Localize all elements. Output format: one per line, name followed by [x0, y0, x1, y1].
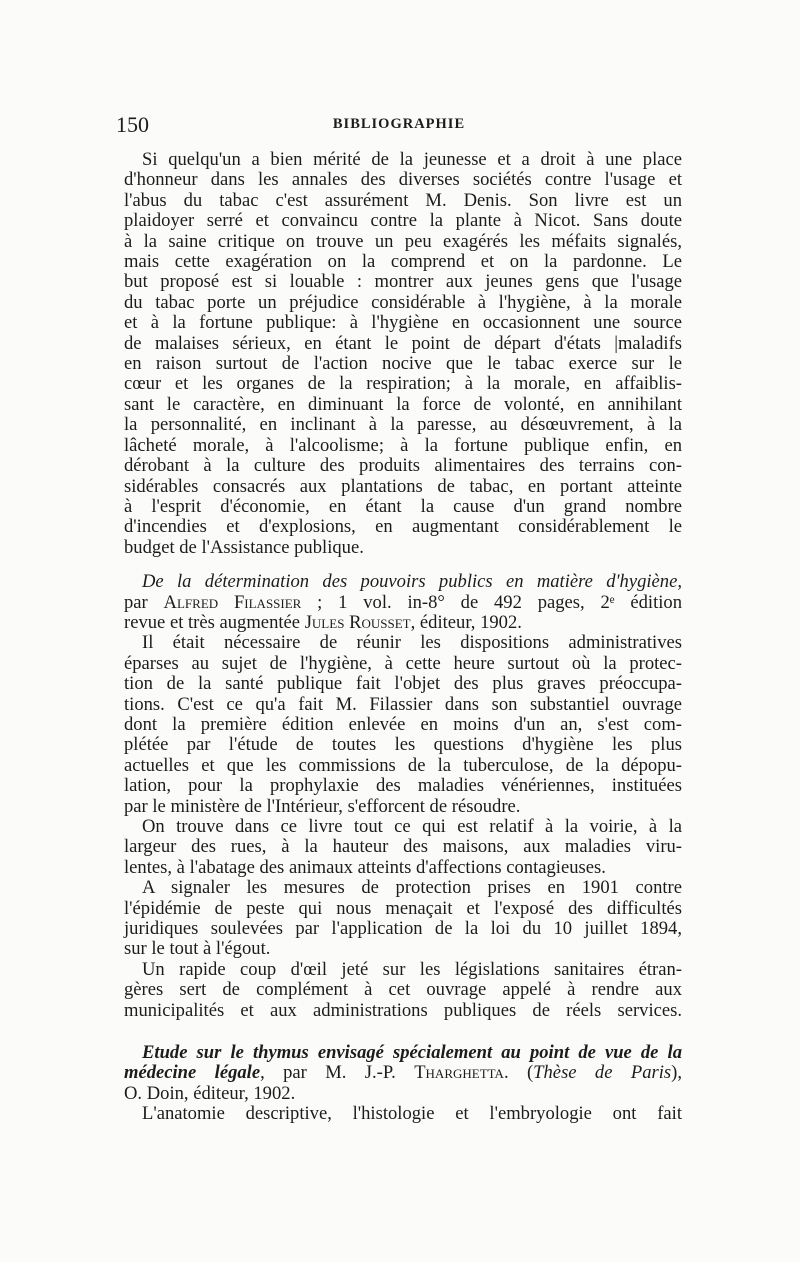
paragraph-review [124, 633, 682, 817]
text-line: Un rapide coup d'œil jeté sur les législations sanitaires étran- [142, 958, 682, 980]
text-line: plaidoyer serré et convaincu contre la plante à Nicot. Sans doute [124, 210, 682, 232]
text-line: en raison surtout de l'action nocive que le tabac exerce sur le [124, 353, 682, 375]
entry-title: Etude sur le thymus envisagé spécialement au point de vue de la [142, 1042, 682, 1064]
text-line: mais cette exagération on la comprend et on la pardonne. Le [124, 251, 682, 273]
text-line: sant le caractère, en diminuant la force de volonté, en annihilant [124, 393, 682, 415]
text-line: lentes, à l'abatage des animaux atteints d'affections contagieuses. [124, 856, 606, 878]
text-line: la personnalité, en inclinant à la paresse, au désœuvrement, à la [124, 414, 682, 436]
page-number: 150 [116, 112, 149, 137]
text-line: Il était nécessaire de réunir les dispositions administratives [142, 632, 682, 654]
text-line: On trouve dans ce livre tout ce qui est relatif à la voirie, à la [142, 816, 682, 837]
text-line: de malaises sérieux, en étant le point de départ d'états |maladifs [124, 332, 682, 354]
entry-line: O. Doin, éditeur, 1902. [124, 1082, 296, 1104]
text-line: à l'esprit d'économie, en étant la cause d'un grand nombre [124, 495, 682, 517]
paragraph-review [124, 960, 682, 1021]
text-line: d'incendies et d'explosions, en augmentant considérablement le [124, 516, 682, 538]
text-line: l'abus du tabac c'est assurément M. Denis. Son livre est un [124, 189, 682, 211]
text-line: lation, pour la prophylaxie des maladies vénériennes, instituées [124, 775, 682, 797]
text-line: éparses au sujet de l'hygiène, à cette heure surtout où la protec- [124, 652, 682, 674]
paragraph-review [124, 878, 682, 960]
text-line: dont la première édition enlevée en moins d'un an, s'est com- [124, 713, 682, 735]
text-line: du tabac porte un préjudice considérable à l'hygiène, à la morale [124, 291, 682, 313]
text-line: sidérables consacrés aux plantations de tabac, en portant atteinte [124, 475, 682, 497]
text-line: gères sert de complément à cet ouvrage appelé à rendre aux [124, 979, 682, 1001]
bibliographic-entry-tharghetta [124, 1043, 682, 1104]
entry-line: revue et très augmentée Jules Rousset, éditeur, 1902. [124, 611, 522, 633]
entry-line: médecine légale, par M. J.-P. Tharghetta. (Thèse de Paris), [124, 1062, 682, 1084]
entry-line: par Alfred Filassier ; 1 vol. in-8° de 492 pages, 2ᵉ édition [124, 591, 682, 613]
page-body [124, 150, 682, 1125]
text-line: L'anatomie descriptive, l'histologie et l'embryologie ont fait [142, 1103, 682, 1125]
text-line: lâcheté morale, à l'alcoolisme; à la fortune publique enfin, en [124, 434, 682, 456]
text-line: d'honneur dans les annales des diverses sociétés contre l'usage et [124, 169, 682, 191]
text-line: l'épidémie de peste qui nous menaçait et l'exposé des difficultés [124, 897, 682, 919]
bibliographic-entry-filassier [124, 572, 682, 633]
paragraph-review [124, 817, 682, 878]
text-line: à la saine critique on trouve un peu exagérés les méfaits signalés, [124, 230, 682, 252]
text-line: tions. C'est ce qu'a fait M. Filassier dans son substantiel ouvrage [124, 693, 682, 715]
text-line: cœur et les organes de la respiration; à la morale, en affaiblis- [124, 373, 682, 395]
paragraph-review [124, 1104, 682, 1124]
text-line: Si quelqu'un a bien mérité de la jeunesse et a droit à une place [142, 149, 682, 170]
spacer [124, 1021, 682, 1043]
text-line: budget de l'Assistance publique. [124, 536, 364, 558]
running-title: BIBLIOGRAPHIE [332, 116, 466, 132]
entry-publisher: Jules Rousset [304, 611, 411, 633]
text-line: juridiques soulevées par l'application de la loi du 10 juillet 1894, [124, 918, 682, 940]
page-header [116, 112, 682, 136]
entry-title: De la détermination des pouvoirs publics en matière d'hygiène, [142, 571, 682, 593]
text-line: sur le tout à l'égout. [124, 938, 271, 960]
text-line: tion de la santé publique fait l'objet des plus graves préoccupa- [124, 673, 682, 695]
text-line: par le ministère de l'Intérieur, s'efforcent de résoudre. [124, 795, 521, 817]
text-line: but proposé est si louable : montrer aux jeunes gens que l'usage [124, 271, 682, 293]
paragraph-tabac-review [124, 150, 682, 558]
entry-author: Alfred Filassier [163, 591, 302, 613]
text-line: actuelles et que les commissions de la tuberculose, de la dépopu- [124, 754, 682, 776]
text-line: A signaler les mesures de protection prises en 1901 contre [142, 877, 682, 899]
text-line: municipalités et aux administrations publiques de réels services. [124, 999, 682, 1021]
entry-author: Tharghetta [414, 1062, 504, 1084]
spacer [124, 558, 682, 572]
text-line: et à la fortune publique: à l'hygiène en occasionnent une source [124, 312, 682, 334]
text-line: largeur des rues, à la hauteur des maisons, aux maladies viru- [124, 836, 682, 858]
text-line: dérobant à la culture des produits alimentaires des terrains con- [124, 455, 682, 477]
text-line: plétée par l'étude de toutes les questions d'hygiène les plus [124, 734, 682, 756]
